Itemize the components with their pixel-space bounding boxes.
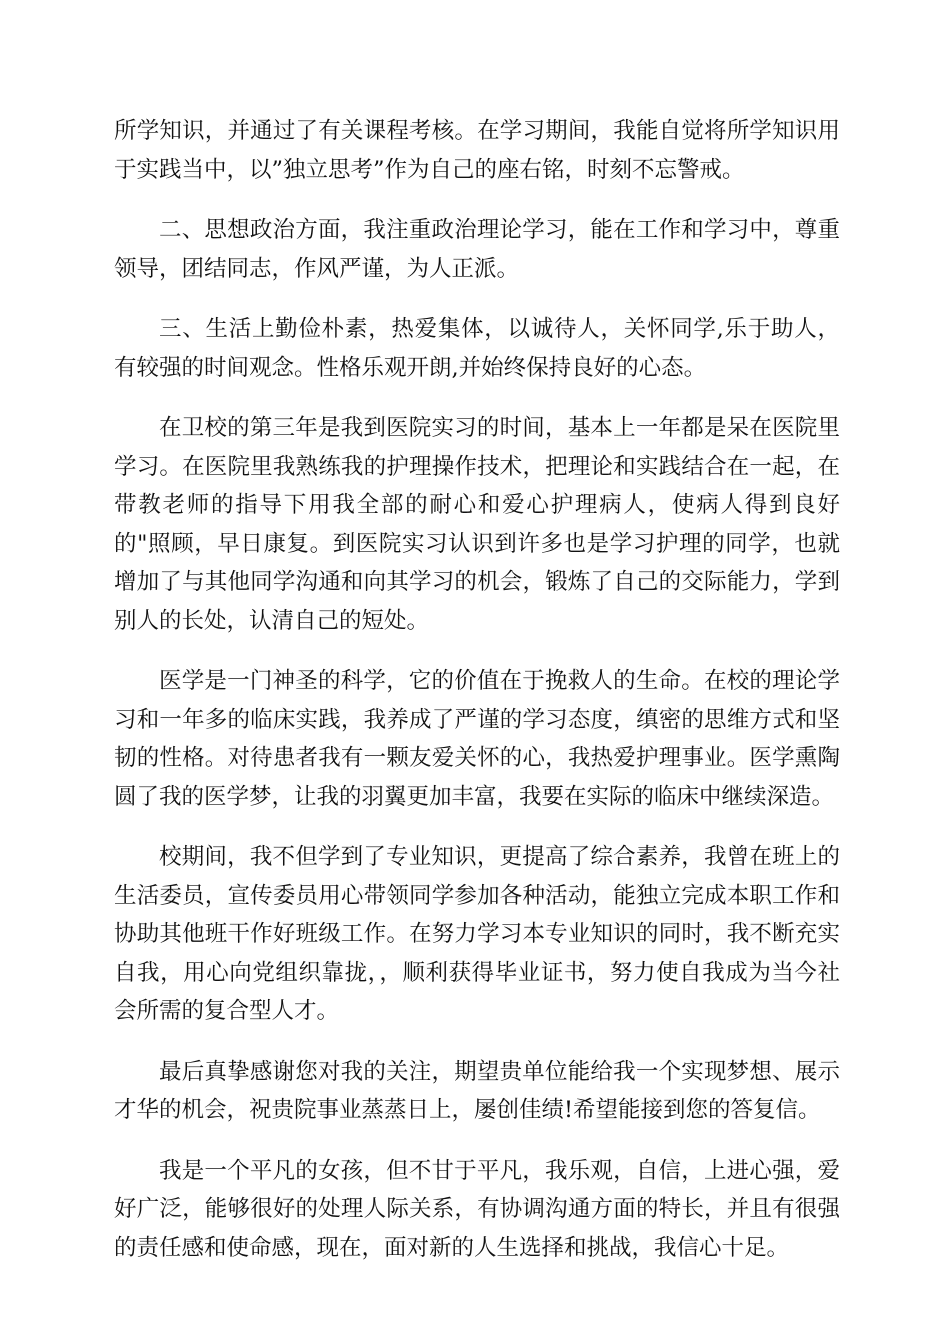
paragraph-line: 二、思想政治方面，我注重政治理论学习，能在工作和学习中，尊重 (159, 217, 840, 243)
paragraph-line: 韧的性格。对待患者我有一颗友爱关怀的心，我热爱护理事业。医学熏陶 (114, 745, 840, 771)
paragraph-line: 我是一个平凡的女孩，但不甘于平凡，我乐观，自信，上进心强，爱 (159, 1157, 840, 1184)
paragraph-line: 于实践当中，以”独立思考”作为自己的座右铭，时刻不忘警戒。 (114, 156, 745, 183)
paragraph-line: 协助其他班干作好班级工作。在努力学习本专业知识的同时，我不断充实 (114, 921, 840, 947)
paragraph-line: 的"照顾，早日康复。到医院实习认识到许多也是学习护理的同学，也就 (114, 530, 840, 557)
paragraph-line: 最后真挚感谢您对我的关注，期望贵单位能给我一个实现梦想、展示 (159, 1058, 840, 1085)
paragraph-line: 会所需的复合型人才。 (114, 998, 340, 1024)
paragraph-line: 生活委员，宣传委员用心带领同学参加各种活动，能独立完成本职工作和 (114, 882, 840, 909)
paragraph-line: 领导，团结同志，作风严谨，为人正派。 (114, 255, 520, 282)
paragraph-line: 带教老师的指导下用我全部的耐心和爱心护理病人，使病人得到良好 (114, 492, 840, 518)
paragraph-line: 别人的长处，认清自己的短处。 (114, 607, 430, 634)
paragraph-line: 学习。在医院里我熟练我的护理操作技术，把理论和实践结合在一起，在 (114, 453, 840, 480)
paragraph-line: 所学知识，并通过了有关课程考核。在学习期间，我能自觉将所学知识用 (114, 118, 840, 144)
paragraph (114, 1152, 840, 1268)
paragraph-line: 三、生活上勤俭朴素，热爱集体，以诚待人，关怀同学,乐于助人， (159, 316, 840, 342)
paragraph-line: 习和一年多的临床实践，我养成了严谨的学习态度，缜密的思维方式和坚 (114, 706, 840, 733)
paragraph (114, 1053, 840, 1130)
paragraph-line: 圆了我的医学梦，让我的羽翼更加丰富，我要在实际的临床中继续深造。 (114, 783, 835, 810)
paragraph-line: 有较强的时间观念。性格乐观开朗,并始终保持良好的心态。 (114, 354, 707, 381)
paragraph (114, 662, 840, 816)
document-body (114, 112, 840, 1289)
paragraph-line: 医学是一门神圣的科学，它的价值在于挽救人的生命。在校的理论学 (159, 668, 840, 694)
paragraph-line: 的责任感和使命感，现在，面对新的人生选择和挑战，我信心十足。 (114, 1234, 790, 1261)
paragraph (114, 112, 840, 189)
paragraph-line: 校期间，我不但学到了专业知识，更提高了综合素养，我曾在班上的 (159, 844, 840, 870)
paragraph-line: 在卫校的第三年是我到医院实习的时间，基本上一年都是呆在医院里 (159, 415, 840, 441)
paragraph-line: 才华的机会，祝贵院事业蒸蒸日上，屡创佳绩!希望能接到您的答复信。 (114, 1097, 821, 1123)
paragraph (114, 409, 840, 640)
paragraph-line: 好广泛，能够很好的处理人际关系，有协调沟通方面的特长，并且有很强 (114, 1196, 840, 1222)
paragraph-line: 增加了与其他同学沟通和向其学习的机会，锻炼了自己的交际能力，学到 (114, 569, 840, 595)
paragraph-line: 自我，用心向党组织靠拢，，顺利获得毕业证书，努力使自我成为当今社 (114, 959, 840, 986)
paragraph (114, 310, 840, 387)
paragraph (114, 211, 840, 288)
paragraph (114, 838, 840, 1031)
